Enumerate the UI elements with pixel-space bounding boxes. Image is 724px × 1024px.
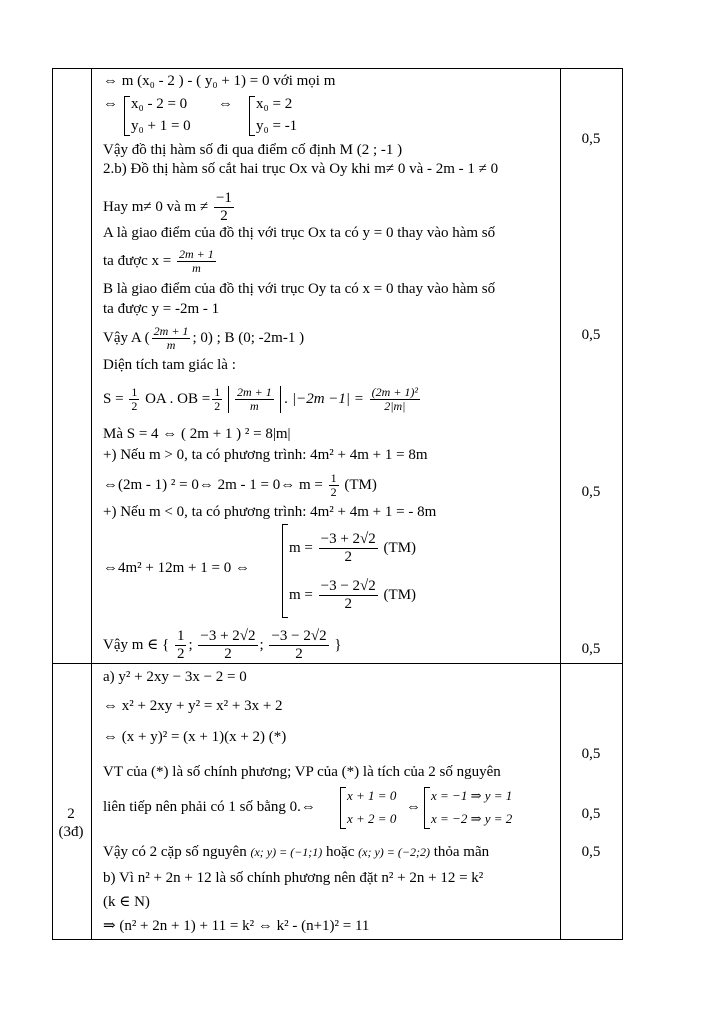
absolute-value bbox=[228, 386, 281, 413]
fraction-numerator: 1 bbox=[214, 385, 221, 399]
text-line: ta được y = -2m - 1 bbox=[103, 301, 220, 317]
score-cell: 0,5 bbox=[581, 131, 601, 147]
fraction-numerator: −3 + 2√2 bbox=[200, 628, 256, 644]
text-line: (k ∈ N) bbox=[103, 894, 150, 910]
text-fragment: (TM) bbox=[383, 586, 417, 603]
fraction-numerator: −3 − 2√2 bbox=[271, 628, 327, 644]
solution-bracket bbox=[282, 524, 288, 618]
equiv-symbol: ⇔ bbox=[406, 799, 421, 815]
text-fragment: Vậy có 2 cặp số nguyên bbox=[103, 844, 247, 860]
text-fragment: Hay m≠ 0 và m ≠ bbox=[103, 198, 209, 215]
text-line: +) Nếu m > 0, ta có phương trình: 4m² + 4m + 1 = 8m bbox=[103, 447, 428, 463]
text-fragment: (x; y) = (−1;1) bbox=[250, 845, 323, 859]
score-cell: 0,5 bbox=[581, 806, 601, 822]
text-fragment: Vậy A ( bbox=[103, 329, 150, 346]
fraction-numerator: 2m + 1 bbox=[153, 324, 189, 338]
equation: x₀ = 2 bbox=[256, 96, 293, 112]
system-bracket bbox=[424, 787, 430, 829]
fraction-denominator: 2 bbox=[344, 549, 352, 565]
table-divider-col1 bbox=[91, 68, 92, 940]
fraction-numerator: 2m + 1 bbox=[236, 385, 272, 399]
fraction-numerator: 1 bbox=[131, 385, 138, 399]
text-fragment: ta được x = bbox=[103, 252, 172, 269]
equiv-symbol: ⇔ bbox=[218, 96, 233, 112]
text-line: A là giao điểm của đồ thị với trục Ox ta có y = 0 thay vào hàm số bbox=[103, 225, 496, 241]
text-fragment: ; 0) ; B (0; -2m-1 ) bbox=[192, 329, 305, 346]
fraction bbox=[175, 628, 187, 663]
system-bracket bbox=[249, 96, 255, 136]
text-line: Vậy đồ thị hàm số đi qua điểm cố định M (2 ; -1 ) bbox=[103, 142, 403, 158]
fraction-denominator: m bbox=[192, 261, 201, 275]
fraction-denominator: 2 bbox=[224, 646, 232, 662]
fraction bbox=[212, 386, 222, 413]
fraction-numerator: −3 − 2√2 bbox=[320, 578, 376, 594]
text-fragment: OA . OB = bbox=[145, 390, 211, 407]
conclusion-line: Vậy m ∈ { $\frac{1}{2}$ ; $\frac{-3 + 2√2}{2}$ ; $\frac{-3 - 2√2}{2}$ } bbox=[103, 628, 342, 662]
equation: y₀ + 1 = 0 bbox=[131, 118, 191, 134]
fraction-numerator: 2m + 1 bbox=[179, 247, 214, 261]
question-number: 2 bbox=[67, 806, 75, 822]
text-line bbox=[103, 843, 489, 861]
text-line bbox=[103, 325, 304, 352]
text-fragment: ⇔(2m - 1) ² = 0⇔ 2m - 1 = 0⇔ m = bbox=[103, 476, 323, 493]
equation: x + 1 = 0 bbox=[347, 788, 397, 803]
text-line: VT của (*) là số chính phương; VP của (*) là tích của 2 số nguyên bbox=[103, 764, 501, 780]
text-line: Mà S = 4 ⇔ ( 2m + 1 ) ² = 8|m| bbox=[103, 426, 291, 442]
fraction-denominator: 2 bbox=[330, 485, 337, 499]
system-bracket bbox=[124, 96, 130, 136]
fraction bbox=[370, 386, 420, 413]
fraction-numerator: −1 bbox=[215, 190, 232, 206]
text-line bbox=[103, 248, 218, 275]
fraction-denominator: 2 bbox=[214, 399, 221, 413]
fraction bbox=[269, 628, 328, 663]
fraction-numerator: −3 + 2√2 bbox=[320, 531, 376, 547]
equiv-symbol: ⇔ bbox=[103, 96, 118, 112]
table-row-divider bbox=[52, 663, 623, 664]
score-cell: 0,5 bbox=[581, 641, 601, 657]
text-line: liên tiếp nên phải có 1 số bằng 0.⇔ bbox=[103, 799, 316, 815]
fraction bbox=[329, 472, 339, 499]
text-fragment: Vậy m ∈ { bbox=[103, 636, 170, 653]
text-line: ⇔ m (x₀ - 2 ) - ( y₀ + 1) = 0 với mọi m bbox=[103, 73, 336, 89]
text-fragment: m = bbox=[289, 539, 313, 556]
fraction-numerator: 1 bbox=[176, 628, 185, 644]
table-border-right bbox=[622, 68, 623, 940]
fraction bbox=[319, 531, 378, 566]
equation: x + 2 = 0 bbox=[347, 811, 397, 826]
text-fragment: } bbox=[334, 636, 342, 653]
text-line: 2.b) Đồ thị hàm số cắt hai trục Ox và Oy khi m≠ 0 và - 2m - 1 ≠ 0 bbox=[103, 161, 499, 177]
fraction bbox=[177, 248, 216, 275]
text-line: b) Vì n² + 2n + 12 là số chính phương nên đặt n² + 2n + 12 = k² bbox=[103, 870, 484, 886]
fraction bbox=[129, 386, 139, 413]
score-cell: 0,5 bbox=[581, 844, 601, 860]
text-line: ⇔4m² + 12m + 1 = 0 ⇔ bbox=[103, 560, 250, 576]
fraction-denominator: 2|m| bbox=[384, 399, 406, 413]
area-formula bbox=[103, 386, 422, 413]
equation: y₀ = -1 bbox=[256, 118, 298, 134]
score-cell: 0,5 bbox=[581, 484, 601, 500]
fraction bbox=[319, 578, 378, 613]
text-line: B là giao điểm của đồ thị với trục Oy ta có x = 0 thay vào hàm số bbox=[103, 281, 496, 297]
text-line: ⇔ x² + 2xy + y² = x² + 3x + 2 bbox=[103, 698, 283, 714]
text-line: Diện tích tam giác là : bbox=[103, 357, 236, 373]
question-points: (3đ) bbox=[58, 824, 84, 840]
text-fragment: hoặc bbox=[326, 844, 355, 860]
system-bracket bbox=[340, 787, 346, 829]
score-cell: 0,5 bbox=[581, 746, 601, 762]
fraction-denominator: 2 bbox=[131, 399, 138, 413]
equation: x = −2 ⇒ y = 2 bbox=[431, 811, 513, 826]
fraction-denominator: 2 bbox=[295, 646, 303, 662]
text-fragment: thỏa mãn bbox=[433, 844, 490, 860]
fraction bbox=[152, 325, 191, 352]
equation: x₀ - 2 = 0 bbox=[131, 96, 188, 112]
fraction-denominator: m bbox=[166, 338, 176, 352]
text-fragment: m = bbox=[289, 586, 313, 603]
text-line: +) Nếu m < 0, ta có phương trình: 4m² + 4m + 1 = - 8m bbox=[103, 504, 437, 520]
fraction-denominator: m bbox=[250, 399, 259, 413]
table-border-bottom bbox=[52, 939, 623, 940]
fraction-denominator: 2 bbox=[344, 596, 352, 612]
fraction-denominator: 2 bbox=[176, 646, 185, 662]
text-fragment: . |−2m −1| = bbox=[284, 390, 364, 407]
fraction bbox=[198, 628, 257, 663]
text-line: ⇔ (x + y)² = (x + 1)(x + 2) (*) bbox=[103, 729, 287, 745]
fraction-denominator: 2 bbox=[220, 208, 228, 224]
solution-line bbox=[289, 578, 416, 613]
text-line: ⇒ (n² + 2n + 1) + 11 = k² ⇔ k² - (n+1)² = 11 bbox=[103, 918, 370, 934]
text-line: a) y² + 2xy − 3x − 2 = 0 bbox=[103, 669, 247, 685]
text-line bbox=[103, 472, 377, 499]
text-fragment: (TM) bbox=[344, 476, 377, 493]
text-line bbox=[103, 190, 236, 225]
fraction bbox=[214, 190, 234, 225]
fraction-numerator: 1 bbox=[330, 471, 337, 485]
score-cell: 0,5 bbox=[581, 327, 601, 343]
equation: x = −1 ⇒ y = 1 bbox=[431, 788, 513, 803]
text-fragment: (x; y) = (−2;2) bbox=[358, 845, 430, 859]
table-border-top bbox=[52, 68, 623, 69]
fraction bbox=[235, 386, 274, 413]
fraction-numerator: (2m + 1)² bbox=[371, 385, 419, 399]
text-fragment: (TM) bbox=[383, 539, 417, 556]
text-fragment: S = bbox=[103, 390, 124, 407]
solution-line bbox=[289, 531, 416, 566]
